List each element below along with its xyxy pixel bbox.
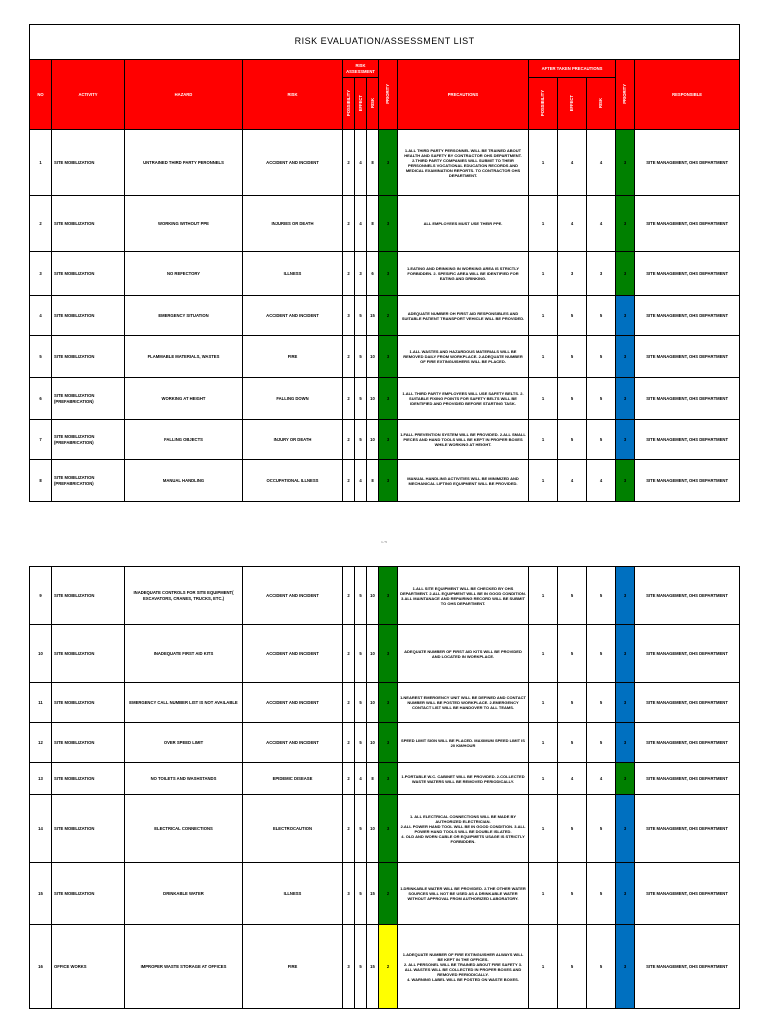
cell-risk-value: 10 [367,795,379,863]
cell-responsible: SITE MANAGEMENT, OHS DEPARTMENT [635,196,740,252]
cell-precautions [398,378,529,420]
precautions-text: 1. ALL ELECTRICAL CONNECTIONS WILL BE MADE BY AUTHORIZED ELECTRICIAN. 2.ALL POWER HAND TOOL WILL BE IN GOOD CONDITION. 3.ALL POWER HAND TOOLS WILL BE DOUBLE ISLATED. 4. OLD AND WORN CABLE OR EQUIPMETS USAGE IS STRICTLY FORBIDDEN. [400,813,526,844]
cell-hazard: NO REFECTORY [125,252,243,296]
cell-after-effect: 5 [558,795,587,863]
cell-precautions [398,130,529,196]
cell-no: 6 [30,378,52,420]
cell-after-risk: 5 [587,625,616,683]
header-responsible: RESPONSIBLE [635,60,740,130]
cell-after-possibility: 1 [529,723,558,763]
cell-no: 13 [30,763,52,795]
cell-risk: FIRE [243,925,343,1009]
header-priority2: PRIORITY [622,83,628,104]
risk-table-page-2 [29,566,740,1009]
cell-possibility: 2 [343,196,355,252]
cell-effect: 4 [355,460,367,502]
cell-priority: 3 [379,378,398,420]
cell-risk: ACCIDENT AND INCIDENT [243,296,343,336]
cell-priority: 3 [379,460,398,502]
cell-after-priority: 3 [616,723,635,763]
cell-no: 7 [30,420,52,460]
cell-risk: ILLNESS [243,863,343,925]
cell-possibility: 2 [343,723,355,763]
cell-effect: 3 [355,252,367,296]
cell-risk-value: 10 [367,336,379,378]
page-title: RISK EVALUATION/ASSESSMENT LIST [30,25,740,60]
cell-priority: 3 [379,795,398,863]
cell-hazard: ELECTRICAL CONNECTIONS [125,795,243,863]
cell-hazard: EMERGENCY SITUATION [125,296,243,336]
cell-after-priority: 3 [616,196,635,252]
cell-responsible: SITE MANAGEMENT, OHS DEPARTMENT [635,863,740,925]
cell-possibility: 2 [343,420,355,460]
header-effect-cell [355,78,367,130]
cell-activity: SITE MOBILIZATION [52,795,125,863]
cell-after-priority: 3 [616,683,635,723]
cell-responsible: SITE MANAGEMENT, OHS DEPARTMENT [635,130,740,196]
cell-after-effect: 4 [558,763,587,795]
cell-no: 4 [30,296,52,336]
table-row [30,925,740,1009]
table-row [30,683,740,723]
cell-responsible: SITE MANAGEMENT, OHS DEPARTMENT [635,925,740,1009]
cell-risk-value: 15 [367,863,379,925]
cell-after-risk: 5 [587,378,616,420]
cell-after-risk: 5 [587,296,616,336]
cell-precautions [398,795,529,863]
header-possibility-cell [343,78,355,130]
cell-after-possibility: 1 [529,683,558,723]
cell-hazard: INADEQUATE CONTROLS FOR SITE EQUIPMENT( EXCAVATORS, CRANES, TRUCKS, ETC.) [125,567,243,625]
cell-precautions [398,723,529,763]
cell-risk: FALLING DOWN [243,378,343,420]
precautions-text: 1.DRINKABLE WATER WILL BE PROVIDED. 2.THE OTHER WATER SOURCES WILL NOT BE USED AS A DRINKABLE WATER WITHOUT APPROVAL FROM AUTHORIZED LABORATORY. [400,886,526,901]
cell-after-possibility: 1 [529,420,558,460]
cell-priority: 3 [379,723,398,763]
cell-no: 12 [30,723,52,763]
cell-after-risk: 4 [587,460,616,502]
precautions-text: ADEQUATE NUMBER OH FIRST AID RESPONSIBLES AND SUITABLE PATIENT TRANSPORT VEHICLE WILL BE PROVIDED. [401,310,525,321]
precautions-text: 1.ALL THIRD PARTY EMPLOYEES WILL USE SAFETY BELTS. 2. SUITABLE FIXING POINTS FOR SAFETY BELTS WILL BE IDENTIFIED AND PROVIDED BEFORE STARTING TASK. [402,391,524,406]
cell-no: 9 [30,567,52,625]
table-row [30,567,740,625]
table-row [30,296,740,336]
cell-no: 10 [30,625,52,683]
precautions-text: ALL EMPLOYEES MUST USE THEIR PPE. [423,221,503,226]
cell-hazard: MANUAL HANDLING [125,460,243,502]
cell-after-priority: 3 [616,863,635,925]
cell-hazard: OVER SPEED LIMIT [125,723,243,763]
cell-hazard: INADEQUATE FIRST AID KITS [125,625,243,683]
cell-after-priority: 3 [616,378,635,420]
cell-hazard: EMERGENCY CALL NUMBER LIST IS NOT AVAILABLE [125,683,243,723]
cell-after-priority: 3 [616,420,635,460]
precautions-text: 1.EATING AND DRINKING IN WORKING AREA IS STRICTLY FORBIDDEN. 2. SPESIFIC AREA WILL BE IDENTIFIED FOR EATING AND DRINKING. [406,266,519,281]
cell-responsible: SITE MANAGEMENT, OHS DEPARTMENT [635,296,740,336]
cell-after-possibility: 1 [529,460,558,502]
table-row [30,336,740,378]
table-row [30,625,740,683]
precautions-text: 1.ALL THIRD PARTY PERSONNEL WILL BE TRAINED ABOUT HEALTH AND SAFETY BY CONTRACTOR OHS DEPARTMENT. 2.THIRD PARTY COMPANIES WILL SUBMIT TO THEIR PERSONNELS VOCATIONAL EDUCATION RECORDS AND MEDICAL EXAMINATION REPORTS. TO CONTRACTOR OHS DEPARTMENT. [404,147,522,178]
table-row [30,460,740,502]
cell-risk: INJURY OR DEATH [243,420,343,460]
cell-no: 16 [30,925,52,1009]
cell-precautions [398,567,529,625]
cell-risk: FIRE [243,336,343,378]
cell-effect: 5 [355,420,367,460]
cell-priority: 3 [379,196,398,252]
cell-after-risk: 4 [587,196,616,252]
cell-risk: INJURIES OR DEATH [243,196,343,252]
cell-activity: OFFICE WORKS [52,925,125,1009]
cell-activity: SITE MOBILIZATION (PREFABRICATION) [52,378,125,420]
cell-activity: SITE MOBILIZATION [52,130,125,196]
header-risk: RISK [243,60,343,130]
precautions-text: 1.NEAREST EMERGENCY UNIT WILL BE DEFINED AND CONTACT NUMBER WILL BE POSTED WORKPLACE. 2.EMERGENCY CONTACT LIST WILL BE HANDOVER TO ALL TEAMS. [400,695,526,710]
header-hazard: HAZARD [125,60,243,130]
cell-after-effect: 5 [558,296,587,336]
cell-no: 3 [30,252,52,296]
cell-after-risk: 3 [587,252,616,296]
cell-hazard: WORKING WITHOUT PPE [125,196,243,252]
cell-no: 11 [30,683,52,723]
header-precautions: PRECAUTIONS [398,60,529,130]
cell-after-effect: 5 [558,336,587,378]
cell-risk-value: 10 [367,723,379,763]
cell-priority: 3 [379,252,398,296]
cell-after-possibility: 1 [529,795,558,863]
cell-responsible: SITE MANAGEMENT, OHS DEPARTMENT [635,763,740,795]
cell-possibility: 3 [343,925,355,1009]
cell-possibility: 2 [343,130,355,196]
cell-risk: ACCIDENT AND INCIDENT [243,625,343,683]
table-row [30,420,740,460]
cell-activity: SITE MOBILIZATION [52,625,125,683]
cell-responsible: SITE MANAGEMENT, OHS DEPARTMENT [635,795,740,863]
cell-activity: SITE MOBILIZATION [52,763,125,795]
cell-risk-value: 8 [367,196,379,252]
cell-activity: SITE MOBILIZATION [52,336,125,378]
cell-priority: 3 [379,625,398,683]
cell-precautions [398,336,529,378]
header-possibility: POSSIBILITY [345,89,351,116]
cell-risk: ACCIDENT AND INCIDENT [243,130,343,196]
cell-no: 14 [30,795,52,863]
header-risk-assessment: RISK ASSESSMENT [343,60,379,78]
cell-after-priority: 3 [616,925,635,1009]
cell-after-effect: 5 [558,863,587,925]
cell-precautions [398,763,529,795]
table-row [30,130,740,196]
cell-risk-value: 10 [367,683,379,723]
cell-responsible: SITE MANAGEMENT, OHS DEPARTMENT [635,336,740,378]
cell-risk-value: 8 [367,763,379,795]
precautions-text: SPEED LIMIT SIGN WILL BE PLACED. MAXIMUM SPEED LIMIT IS 20 KM/HOUR [401,737,525,748]
header-risk-col-cell [367,78,379,130]
cell-risk: ACCIDENT AND INCIDENT [243,567,343,625]
cell-hazard: FLAMMABLE MATERIALS, WASTES [125,336,243,378]
cell-hazard: WORKING AT HEIGHT [125,378,243,420]
cell-after-priority: 3 [616,567,635,625]
cell-risk-value: 8 [367,130,379,196]
cell-after-risk: 5 [587,336,616,378]
cell-activity: SITE MOBILIZATION [52,863,125,925]
cell-effect: 4 [355,196,367,252]
cell-effect: 5 [355,625,367,683]
risk-sheet-page-1 [29,24,739,502]
cell-effect: 5 [355,863,367,925]
risk-table-page-1 [29,24,740,502]
cell-after-effect: 5 [558,625,587,683]
cell-responsible: SITE MANAGEMENT, OHS DEPARTMENT [635,252,740,296]
cell-after-priority: 3 [616,336,635,378]
cell-precautions [398,683,529,723]
cell-effect: 5 [355,296,367,336]
cell-responsible: SITE MANAGEMENT, OHS DEPARTMENT [635,378,740,420]
cell-after-possibility: 1 [529,863,558,925]
cell-risk: ACCIDENT AND INCIDENT [243,683,343,723]
cell-activity: SITE MOBILIZATION [52,723,125,763]
cell-after-priority: 3 [616,296,635,336]
cell-after-effect: 5 [558,683,587,723]
cell-possibility: 2 [343,683,355,723]
cell-after-possibility: 1 [529,130,558,196]
cell-activity: SITE MOBILIZATION (PREFABRICATION) [52,460,125,502]
cell-possibility: 2 [343,252,355,296]
cell-precautions [398,296,529,336]
cell-hazard: NO TOILETS AND WASHSTANDS [125,763,243,795]
header-activity: ACTIVITY [52,60,125,130]
cell-effect: 5 [355,567,367,625]
cell-risk-value: 10 [367,378,379,420]
cell-risk-value: 15 [367,925,379,1009]
cell-effect: 4 [355,763,367,795]
cell-priority: 2 [379,296,398,336]
header-effect: EFFECT [357,94,363,112]
cell-risk: OCCUPATIONAL ILLNESS [243,460,343,502]
table-row [30,252,740,296]
cell-responsible: SITE MANAGEMENT, OHS DEPARTMENT [635,420,740,460]
cell-responsible: SITE MANAGEMENT, OHS DEPARTMENT [635,625,740,683]
cell-risk-value: 10 [367,567,379,625]
cell-risk: ACCIDENT AND INCIDENT [243,723,343,763]
cell-priority: 2 [379,863,398,925]
header-priority-cell [379,60,398,130]
precautions-text: 1.ALL SITE EQUIPMENT WILL BE CHECKED BY OHS DEPARTMENT. 2.ALL EQUIPMENT WILL BE IN GOOD CONDITION. 3.ALL MAINTANACE AND REPAIRING RECORD WILL BE SUBMIT TO OHS DEPARTMENT. [400,585,526,606]
cell-after-possibility: 1 [529,378,558,420]
cell-after-priority: 3 [616,460,635,502]
cell-no: 1 [30,130,52,196]
precautions-text: MANUAL HANDLING ACTIVITIES WILL BE MINIMIZED AND MECHANICAL LIFTING EQUIPMENT WILL BE PROVIDED. [407,475,519,486]
precautions-text: ADEQUATE NUMBER OF FIRST AID KITS WILL BE PROVIDED AND LOCATED IN WORKPLACE. [404,648,522,659]
cell-after-risk: 5 [587,723,616,763]
cell-effect: 5 [355,925,367,1009]
cell-after-priority: 3 [616,130,635,196]
precautions-text: 1.ALL WASTES AND HAZARDOUS MATERIALS WILL BE REMOVED DAILY FROM WORKPLACE. 2.ADEQUATE NUMBER OF FIRE EXTINGUISHERS WILL BE PLACED. [403,349,523,364]
header-effect2: EFFECT [569,94,575,112]
cell-precautions [398,420,529,460]
cell-activity: SITE MOBILIZATION [52,567,125,625]
cell-possibility: 2 [343,336,355,378]
header-risk2-cell [587,78,616,130]
cell-after-priority: 3 [616,625,635,683]
cell-after-possibility: 1 [529,196,558,252]
cell-effect: 4 [355,130,367,196]
cell-risk-value: 15 [367,296,379,336]
cell-after-effect: 3 [558,252,587,296]
header-priority: PRIORITY [385,83,391,104]
table-row [30,863,740,925]
precautions-text: 1.ADEQUATE NUMBER OF FIRE EXTINGUISHER ALWAYS WILL BE KEPT IN THE OFFICES. 2. ALL PERSONEL WILL BE TRAINED ABOUT FIRE SAFETY 3. ALL WASTES WILL BE COLLECTED IN PROPER BOXES AND REMOVED PERIODICALLY. 4. WARNING LABEL WILL BE POSTED ON WASTE BOXES. [402,951,524,982]
cell-after-effect: 5 [558,925,587,1009]
cell-after-priority: 3 [616,795,635,863]
cell-risk: ELECTROCAUTION [243,795,343,863]
cell-responsible: SITE MANAGEMENT, OHS DEPARTMENT [635,723,740,763]
cell-hazard: IMPROPER WASTE STORAGE AT OFFICES [125,925,243,1009]
cell-after-possibility: 1 [529,296,558,336]
cell-effect: 5 [355,336,367,378]
cell-possibility: 2 [343,625,355,683]
cell-precautions [398,196,529,252]
cell-responsible: SITE MANAGEMENT, OHS DEPARTMENT [635,567,740,625]
cell-activity: SITE MOBILIZATION [52,196,125,252]
cell-no: 8 [30,460,52,502]
cell-no: 2 [30,196,52,252]
precautions-text: 1.FALL PREVENTION SYSTEM WILL BE PROVIDED. 2.ALL SMALL PIECES AND HAND TOOLS WILL BE KEPT IN PROPER BOXES WHILE WORKING AT HEIGHT. [400,432,526,447]
header-priority2-cell [616,60,635,130]
table-row [30,795,740,863]
cell-precautions [398,252,529,296]
cell-priority: 2 [379,925,398,1009]
cell-after-risk: 5 [587,925,616,1009]
cell-no: 5 [30,336,52,378]
cell-after-risk: 5 [587,420,616,460]
cell-after-possibility: 1 [529,625,558,683]
cell-hazard: DRINKABLE WATER [125,863,243,925]
cell-priority: 3 [379,420,398,460]
table-row [30,723,740,763]
cell-after-possibility: 1 [529,763,558,795]
cell-after-effect: 5 [558,420,587,460]
header-after-taken: AFTER TAKEN PRECAUTIONS [529,60,616,78]
cell-after-effect: 4 [558,196,587,252]
header-effect2-cell [558,78,587,130]
cell-after-effect: 5 [558,567,587,625]
cell-priority: 3 [379,683,398,723]
cell-after-possibility: 1 [529,925,558,1009]
header-possibility2-cell [529,78,558,130]
page-number: 1 / 5 [381,540,387,544]
table-row [30,378,740,420]
cell-responsible: SITE MANAGEMENT, OHS DEPARTMENT [635,683,740,723]
cell-after-possibility: 1 [529,336,558,378]
cell-effect: 5 [355,723,367,763]
cell-risk: EPIDEMIC DISEASE [243,763,343,795]
header-possibility2: POSSIBILITY [540,89,546,116]
cell-precautions [398,863,529,925]
cell-priority: 3 [379,336,398,378]
cell-possibility: 2 [343,378,355,420]
table-row [30,763,740,795]
cell-possibility: 2 [343,567,355,625]
cell-risk: ILLNESS [243,252,343,296]
cell-after-risk: 5 [587,683,616,723]
cell-priority: 3 [379,567,398,625]
cell-precautions [398,625,529,683]
cell-effect: 5 [355,795,367,863]
risk-sheet-page-2 [29,566,739,1009]
cell-after-risk: 4 [587,763,616,795]
cell-possibility: 3 [343,863,355,925]
cell-responsible: SITE MANAGEMENT, OHS DEPARTMENT [635,460,740,502]
header-risk-col: RISK [369,97,375,108]
cell-effect: 5 [355,683,367,723]
cell-risk-value: 8 [367,460,379,502]
cell-precautions [398,460,529,502]
precautions-text: 1.PORTABLE W.C. CABINET WILL BE PROVIDED. 2.COLLECTED WASTE WATERS WILL BE REMOVED PERIODICALLY. [401,773,525,784]
cell-after-effect: 4 [558,130,587,196]
cell-after-possibility: 1 [529,252,558,296]
cell-after-risk: 4 [587,130,616,196]
cell-after-effect: 5 [558,723,587,763]
header-no: NO [30,60,52,130]
cell-after-risk: 5 [587,567,616,625]
cell-after-risk: 5 [587,863,616,925]
cell-activity: SITE MOBILIZATION [52,296,125,336]
cell-priority: 3 [379,130,398,196]
cell-after-effect: 5 [558,378,587,420]
cell-precautions [398,925,529,1009]
cell-activity: SITE MOBILIZATION [52,252,125,296]
cell-activity: SITE MOBILIZATION [52,683,125,723]
cell-possibility: 2 [343,795,355,863]
cell-after-possibility: 1 [529,567,558,625]
header-risk2: RISK [598,97,604,108]
cell-activity: SITE MOBILIZATION (PREFABRICATION) [52,420,125,460]
cell-priority: 3 [379,763,398,795]
cell-after-effect: 4 [558,460,587,502]
cell-after-priority: 3 [616,763,635,795]
cell-risk-value: 10 [367,625,379,683]
cell-risk-value: 6 [367,252,379,296]
cell-effect: 5 [355,378,367,420]
cell-hazard: FALLING OBJECTS [125,420,243,460]
cell-risk-value: 10 [367,420,379,460]
table-row [30,196,740,252]
cell-possibility: 3 [343,296,355,336]
cell-possibility: 2 [343,460,355,502]
cell-no: 15 [30,863,52,925]
cell-hazard: UNTRAINED THIRD PARTY PERONNELS [125,130,243,196]
cell-after-priority: 3 [616,252,635,296]
cell-possibility: 2 [343,763,355,795]
cell-after-risk: 5 [587,795,616,863]
